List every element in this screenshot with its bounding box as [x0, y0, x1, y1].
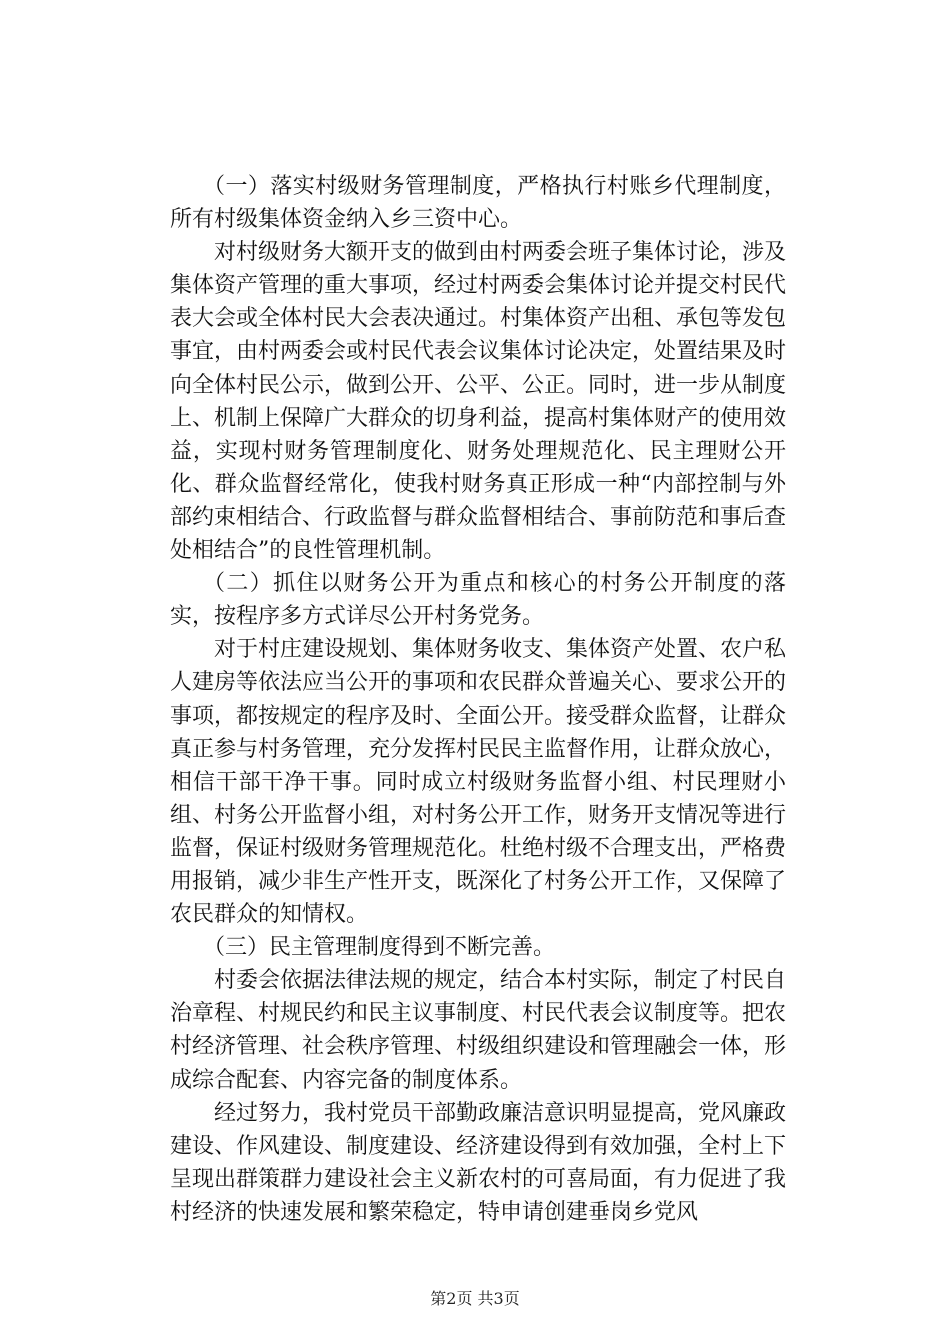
paragraph-village-affairs: 对于村庄建设规划、集体财务收支、集体资产处置、农户私人建房等依法应当公开的事项和农民群众普遍关心、要求公开的事项，都按规定的程序及时、全面公开。接受群众监督，让群众真正参与村务管理，充分发挥村民民主监督作用，让群众放心，相信干部干净干事。同时成立村级财务监督小组、村民理财小组、村务公开监督小组，对村务公开工作，财务开支情况等进行监督，保证村级财务管理规范化。杜绝村级不合理支出，严格费用报销，减少非生产性开支，既深化了村务公开工作，又保障了农民群众的知情权。	[170, 637, 787, 928]
paragraph-democratic-management: 村委会依据法律法规的规定，结合本村实际，制定了村民自治章程、村规民约和民主议事制度、村民代表会议制度等。把农村经济管理、社会秩序管理、村级组织建设和管理融会一体，形成综合配套、内容完备的制度体系。	[170, 968, 787, 1093]
section-heading-1: （一）落实村级财务管理制度，严格执行村账乡代理制度，所有村级集体资金纳入乡三资中心。	[170, 174, 786, 233]
paragraph-finance-management: 对村级财务大额开支的做到由村两委会班子集体讨论，涉及集体资产管理的重大事项，经过村两委会集体讨论并提交村民代表大会或全体村民大会表决通过。村集体资产出租、承包等发包事宜，由村两委会或村民代表会议集体讨论决定，处置结果及时向全体村民公示，做到公开、公平、公正。同时，进一步从制度上、机制上保障广大群众的切身利益，提高村集体财产的使用效益，实现村财务管理制度化、财务处理规范化、民主理财公开化、群众监督经常化，使我村财务真正形成一种“内部控制与外部约束相结合、行政监督与群众监督相结合、事前防范和事后查处相结合”的良性管理机制。	[170, 240, 787, 564]
paragraph-conclusion: 经过努力，我村党员干部勤政廉洁意识明显提高，党风廉政建设、作风建设、制度建设、经济建设得到有效加强，全村上下呈现出群策群力建设社会主义新农村的可喜局面，有力促进了我村经济的快速发展和繁荣稳定，特申请创建垂岗乡党风	[170, 1100, 787, 1225]
page-number-footer: 第2页 共3页	[430, 1289, 520, 1308]
document-body	[170, 170, 786, 1229]
section-heading-3: （三）民主管理制度得到不断完善。	[203, 935, 556, 961]
section-heading-2: （二）抓住以财务公开为重点和核心的村务公开制度的落实，按程序多方式详尽公开村务党务。	[170, 571, 786, 630]
